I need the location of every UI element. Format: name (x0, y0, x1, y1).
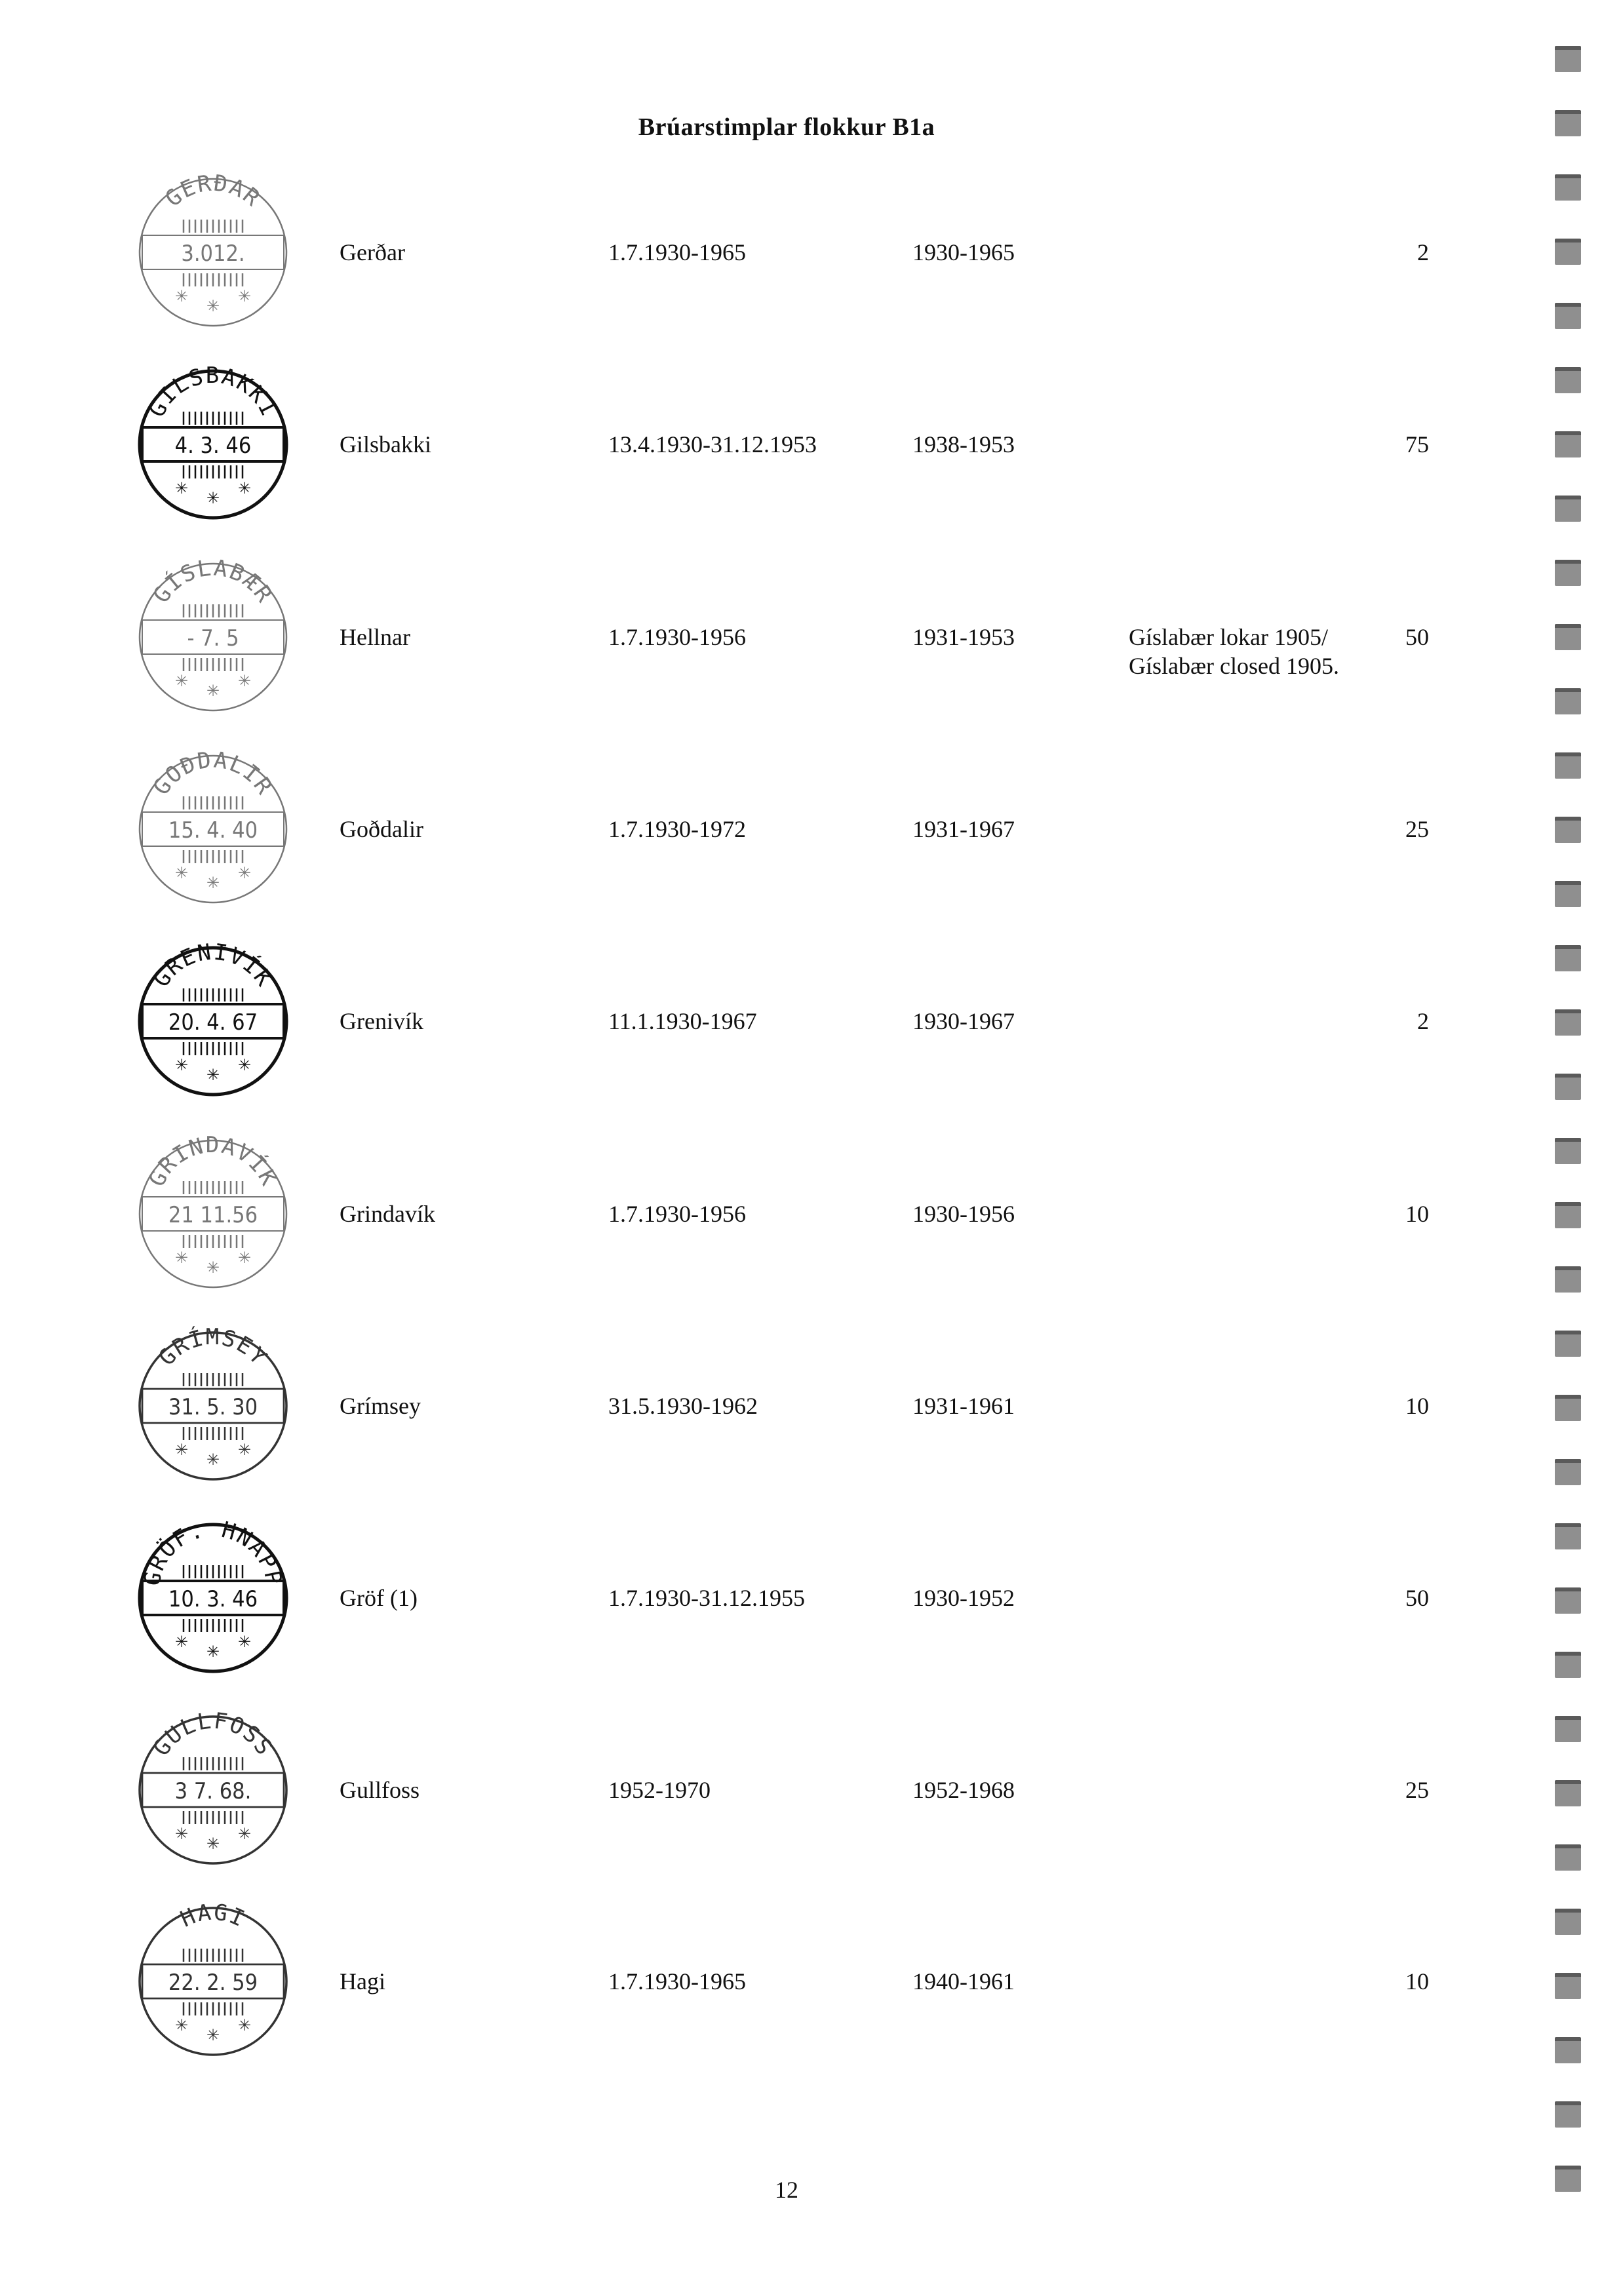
postmark-stamp-image (128, 1896, 298, 2067)
postmark-town-text: GRÍMSEY (153, 1324, 273, 1371)
svg-text:✳: ✳ (174, 2017, 189, 2034)
remark (1129, 623, 1339, 680)
postmark-town-text: GRENIVÍK (147, 939, 279, 992)
postmark-date-text: 3 7. 68. (174, 1778, 252, 1804)
postmark-row (0, 359, 1508, 530)
binding-ring (1555, 881, 1581, 907)
binding-ring (1555, 1844, 1581, 1871)
period-in-use: 1.7.1930-1965 (608, 1968, 746, 1994)
postmark-row (0, 552, 1508, 722)
binding-ring (1555, 303, 1581, 329)
value-rating: 2 (1417, 239, 1429, 265)
period-in-use: 1.7.1930-31.12.1955 (608, 1585, 805, 1611)
binding-ring (1555, 1266, 1581, 1293)
svg-text:✳: ✳ (206, 1452, 220, 1469)
postmark-town-text: GÍSLABÆR (147, 555, 279, 608)
value-rating: 75 (1405, 431, 1429, 457)
postmark-stamp-image (128, 1513, 298, 1683)
svg-text:✳: ✳ (206, 1644, 220, 1661)
page-number: 12 (775, 2177, 798, 2203)
svg-text:✳: ✳ (206, 1836, 220, 1853)
postmark-row (0, 1896, 1508, 2067)
value-rating: 50 (1405, 624, 1429, 650)
post-office-name: Gröf (1) (340, 1585, 418, 1611)
postmark-row (0, 167, 1508, 338)
postmark-stamp-image (128, 359, 298, 530)
period-in-use: 1.7.1930-1965 (608, 239, 746, 265)
svg-text:✳: ✳ (237, 673, 252, 690)
postmark-row (0, 1705, 1508, 1875)
postmark-stamp-image (128, 1129, 298, 1299)
svg-text:✳: ✳ (206, 683, 220, 700)
value-rating: 50 (1405, 1585, 1429, 1611)
postmark-row (0, 936, 1508, 1106)
known-usage-years: 1930-1967 (912, 1008, 1015, 1034)
postmark-row (0, 1321, 1508, 1491)
binding-ring (1555, 110, 1581, 136)
svg-text:✳: ✳ (174, 1250, 189, 1267)
postmark-row (0, 1513, 1508, 1683)
binding-ring (1555, 1652, 1581, 1678)
binding-ring (1555, 174, 1581, 201)
postmark-date-text: 22. 2. 59 (168, 1970, 258, 1996)
period-in-use: 1.7.1930-1972 (608, 816, 746, 842)
known-usage-years: 1940-1961 (912, 1968, 1015, 1994)
svg-text:✳: ✳ (237, 1057, 252, 1074)
postmark-town-text: GOÐDALIR (147, 747, 279, 800)
svg-text:✳: ✳ (237, 1634, 252, 1651)
svg-text:✳: ✳ (237, 288, 252, 305)
post-office-name: Gerðar (340, 239, 405, 265)
binding-ring (1555, 367, 1581, 393)
postmark-date-text: 3.012. (181, 241, 245, 267)
svg-text:✳: ✳ (237, 1250, 252, 1267)
post-office-name: Hagi (340, 1968, 385, 1994)
binding-ring (1555, 1395, 1581, 1421)
binding-ring (1555, 431, 1581, 457)
binding-ring (1555, 1587, 1581, 1614)
binding-ring (1555, 46, 1581, 72)
postmark-row (0, 1129, 1508, 1299)
known-usage-years: 1930-1952 (912, 1585, 1015, 1611)
postmark-stamp-image (128, 1705, 298, 1875)
postmark-stamp-image (128, 936, 298, 1106)
postmark-date-text: 4. 3. 46 (174, 433, 252, 459)
known-usage-years: 1931-1967 (912, 816, 1015, 842)
svg-text:✳: ✳ (174, 865, 189, 882)
binding-ring (1555, 1459, 1581, 1485)
known-usage-years: 1930-1965 (912, 239, 1015, 265)
svg-text:✳: ✳ (174, 1634, 189, 1651)
postmark-date-text: 21 11.56 (168, 1202, 258, 1228)
period-in-use: 31.5.1930-1962 (608, 1393, 758, 1419)
period-in-use: 1952-1970 (608, 1777, 711, 1803)
postmark-stamp-image (128, 1321, 298, 1491)
known-usage-years: 1930-1956 (912, 1201, 1015, 1227)
binding-ring (1555, 1009, 1581, 1036)
svg-text:✳: ✳ (174, 288, 189, 305)
postmark-row (0, 744, 1508, 914)
svg-text:✳: ✳ (206, 875, 220, 892)
binding-ring (1555, 2037, 1581, 2063)
postmark-stamp-image (128, 552, 298, 722)
postmark-town-text: GERÐAR (160, 170, 266, 212)
post-office-name: Grenivík (340, 1008, 423, 1034)
binding-ring (1555, 496, 1581, 522)
binding-ring (1555, 2101, 1581, 2128)
svg-text:✳: ✳ (237, 480, 252, 497)
postmark-date-text: 10. 3. 46 (168, 1586, 258, 1612)
svg-text:✳: ✳ (174, 1826, 189, 1843)
svg-text:✳: ✳ (206, 2027, 220, 2044)
svg-text:✳: ✳ (206, 1260, 220, 1277)
binding-ring (1555, 1138, 1581, 1164)
post-office-name: Gilsbakki (340, 431, 431, 457)
svg-text:✳: ✳ (174, 1442, 189, 1459)
value-rating: 10 (1405, 1201, 1429, 1227)
post-office-name: Grindavík (340, 1201, 435, 1227)
binding-ring (1555, 1780, 1581, 1806)
spiral-binding (1555, 39, 1588, 2281)
svg-text:✳: ✳ (237, 2017, 252, 2034)
post-office-name: Goðdalir (340, 816, 423, 842)
postmark-date-text: 15. 4. 40 (168, 817, 258, 844)
postmark-stamp-image (128, 167, 298, 338)
period-in-use: 1.7.1930-1956 (608, 1201, 746, 1227)
page-title: Brúarstimplar flokkur B1a (638, 113, 935, 141)
period-in-use: 13.4.1930-31.12.1953 (608, 431, 817, 457)
value-rating: 25 (1405, 1777, 1429, 1803)
binding-ring (1555, 1716, 1581, 1742)
post-office-name: Hellnar (340, 624, 410, 650)
postmark-town-text: HAGI (176, 1899, 250, 1933)
svg-text:✳: ✳ (237, 1442, 252, 1459)
postmark-town-text: GULLFOSS (147, 1707, 279, 1761)
value-rating: 25 (1405, 816, 1429, 842)
remark-line-1: Gíslabær lokar 1905/ (1129, 624, 1328, 650)
postmark-date-text: - 7. 5 (187, 625, 239, 652)
known-usage-years: 1952-1968 (912, 1777, 1015, 1803)
binding-ring (1555, 1523, 1581, 1549)
period-in-use: 1.7.1930-1956 (608, 624, 746, 650)
postmark-town-text: GRINDAVÍK (144, 1132, 283, 1191)
binding-ring (1555, 945, 1581, 971)
postmark-town-text: GRÖF. HNAPP (138, 1516, 288, 1588)
svg-text:✳: ✳ (206, 490, 220, 507)
remark-line-2: Gíslabær closed 1905. (1129, 653, 1339, 679)
binding-ring (1555, 817, 1581, 843)
post-office-name: Grímsey (340, 1393, 421, 1419)
svg-text:✳: ✳ (174, 480, 189, 497)
binding-ring (1555, 1331, 1581, 1357)
known-usage-years: 1931-1953 (912, 624, 1015, 650)
binding-ring (1555, 1202, 1581, 1228)
period-in-use: 11.1.1930-1967 (608, 1008, 757, 1034)
binding-ring (1555, 239, 1581, 265)
binding-ring (1555, 1973, 1581, 1999)
svg-text:✳: ✳ (206, 1067, 220, 1084)
svg-text:✳: ✳ (237, 1826, 252, 1843)
binding-ring (1555, 560, 1581, 586)
binding-ring (1555, 624, 1581, 650)
binding-ring (1555, 1074, 1581, 1100)
binding-ring (1555, 688, 1581, 714)
svg-text:✳: ✳ (174, 673, 189, 690)
svg-text:✳: ✳ (174, 1057, 189, 1074)
value-rating: 10 (1405, 1393, 1429, 1419)
svg-text:✳: ✳ (237, 865, 252, 882)
value-rating: 10 (1405, 1968, 1429, 1994)
postmark-stamp-image (128, 744, 298, 914)
postmark-town-text: GILSBAKKI (144, 362, 283, 421)
svg-text:✳: ✳ (206, 298, 220, 315)
known-usage-years: 1938-1953 (912, 431, 1015, 457)
binding-ring (1555, 752, 1581, 779)
value-rating: 2 (1417, 1008, 1429, 1034)
postmark-date-text: 31. 5. 30 (168, 1394, 258, 1420)
known-usage-years: 1931-1961 (912, 1393, 1015, 1419)
postmark-date-text: 20. 4. 67 (168, 1009, 258, 1036)
post-office-name: Gullfoss (340, 1777, 420, 1803)
binding-ring (1555, 1909, 1581, 1935)
